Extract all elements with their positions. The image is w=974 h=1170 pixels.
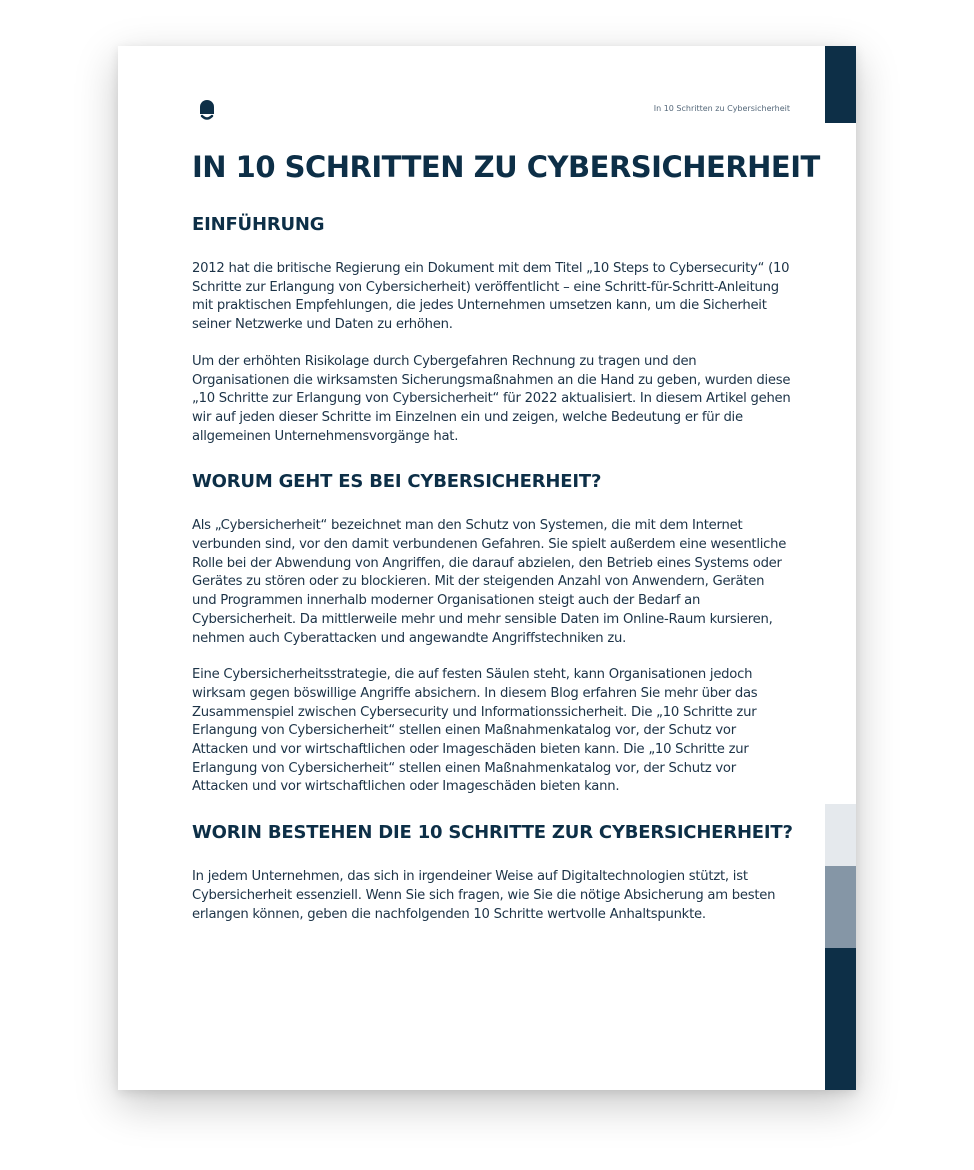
side-bar-top <box>825 46 856 123</box>
side-bar-bottom <box>825 948 856 1090</box>
paragraph: Eine Cybersicherheitsstrategie, die auf festen Säulen steht, kann Organisationen jedoch wirksam gegen böswillige Angriffe absichern. In diesem Blog erfahren Sie mehr über das Zusammenspiel zwischen Cybersecurity und Informationssicherheit. Die „10 Schritte zur Erlangung von Cybersicherheit“ stellen einen Maßnahmenkatalog vor, der Schutz vor Attacken und vor wirtschaftlichen oder Imageschäden bieten kann. Die „10 Schritte zur Erlangung von Cybersicherheit“ stellen einen Maßnahmenkatalog vor, der Schutz vor Attacken und vor wirtschaftlichen oder Imageschäden bieten kann. <box>192 667 758 795</box>
running-head: In 10 Schritten zu Cybersicherheit <box>653 104 790 113</box>
section-heading-ten-steps: WORIN BESTEHEN DIE 10 SCHRITTE ZUR CYBERSICHERHEIT? <box>192 822 793 844</box>
e-logo-icon <box>198 96 216 122</box>
side-bar-mid <box>825 866 856 948</box>
section-heading-introduction: EINFÜHRUNG <box>192 214 325 235</box>
paragraph: Um der erhöhten Risikolage durch Cybergefahren Rechnung zu tragen und den Organisationen die wirksamsten Sicherungsmaßnahmen an die Hand zu geben, wurden diese „10 Schritte zur Erlangung von Cybersicherheit“ für 2022 aktualisiert. In diesem Artikel gehen wir auf jeden dieser Schritte im Einzelnen ein und zeigen, welche Bedeutung er für die allgemeinen Unternehmensvorgänge hat. <box>192 353 791 444</box>
document-title: IN 10 SCHRITTEN ZU CYBERSICHERHEIT <box>192 150 820 184</box>
document-page <box>118 46 856 1090</box>
paragraph: Als „Cybersicherheit“ bezeichnet man den Schutz von Systemen, die mit dem Internet verbunden sind, vor den damit verbundenen Gefahren. Sie spielt außerdem eine wesentliche Rolle bei der Abwendung von Angriffen, die darauf abzielen, den Betrieb eines Systems oder Gerätes zu stören oder zu blockieren. Mit der steigenden Anzahl von Anwendern, Geräten und Programmen innerhalb moderner Organisationen steigt auch der Bedarf an Cybersicherheit. Da mittlerweile mehr und mehr sensible Daten im Online-Raum kursieren, nehmen auch Cyberattacken und angewandte Angriffstechniken zu. <box>192 518 787 646</box>
paragraph: In jedem Unternehmen, das sich in irgendeiner Weise auf Digitaltechnologien stützt, ist Cybersicherheit essenziell. Wenn Sie sich fragen, wie Sie die nötige Absicherung am besten erlangen können, geben die nachfolgenden 10 Schritte wertvolle Anhaltspunkte. <box>192 869 776 922</box>
section-heading-what-is-cybersecurity: WORUM GEHT ES BEI CYBERSICHERHEIT? <box>192 471 602 493</box>
document-content <box>192 150 820 924</box>
paragraph: 2012 hat die britische Regierung ein Dokument mit dem Titel „10 Steps to Cybersecurity“ (10 Schritte zur Erlangung von Cybersicherheit) veröffentlicht – eine Schritt-für-Schritt-Anleitung mit praktischen Empfehlungen, die jedes Unternehmen umsetzen kann, um die Sicherheit seiner Netzwerke und Daten zu erhöhen. <box>192 261 790 333</box>
side-bar-light <box>825 804 856 866</box>
